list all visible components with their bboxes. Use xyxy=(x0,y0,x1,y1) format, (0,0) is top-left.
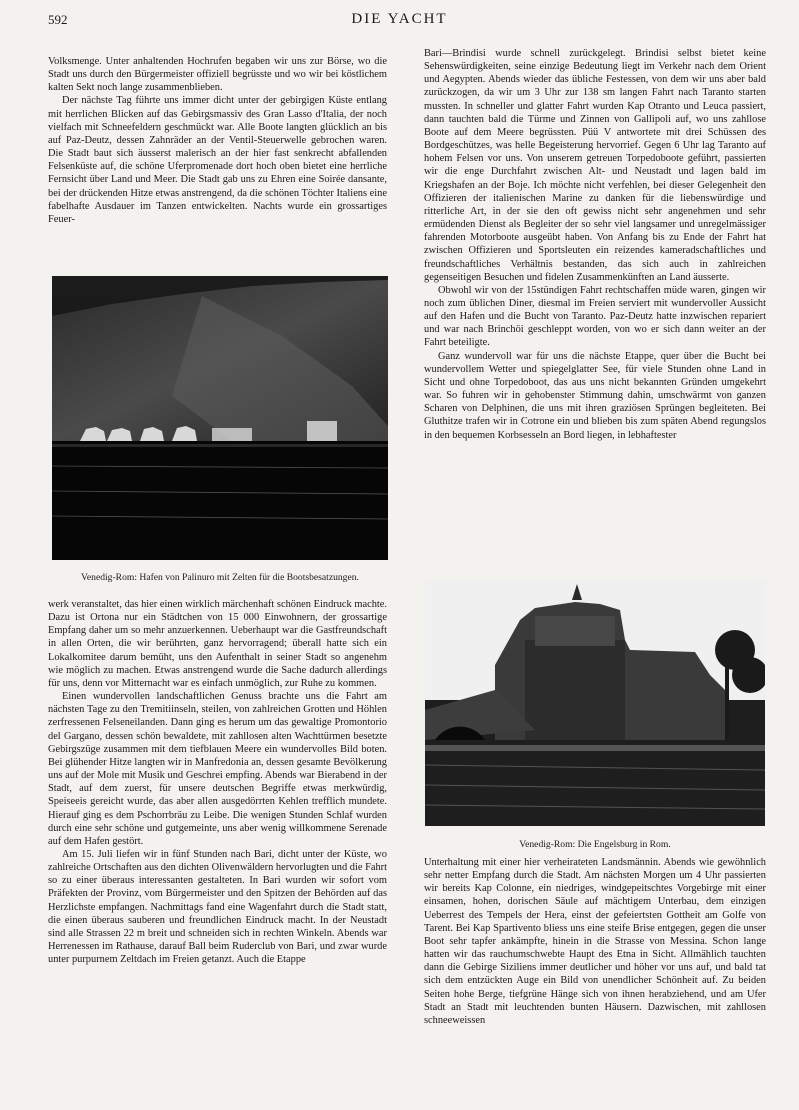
left-column-top xyxy=(48,55,387,265)
paragraph: Ganz wundervoll war für uns die nächste Etappe, quer über die Bucht bei wundervollem Wetter und spiegelglatter See, für viele Stunden ohne Land in Sicht und ohne Torpedoboot, das aus uns nicht bekannten Gründen umgekehrt war. So fuhren wir in gehobenster Stimmung dahin, umschwärmt von ganzen Scharen von Delphinen, die uns mit ihren graziösen Sprüngen begleiteten. Bei Gluthitze trafen wir in Cotrone ein und blieben bis zum späten Abend regungslos in den bequemen Korbsesseln an Bord liegen, in lebhaftester xyxy=(424,350,766,441)
figure-caption: Venedig-Rom: Hafen von Palinuro mit Zelten für die Bootsbesatzungen. xyxy=(81,572,359,583)
paragraph: Einen wundervollen landschaftlichen Genuss brachte uns die Fahrt am nächsten Tage zu den Tremitiinseln, steilen, von zahlreichen Grotten und Höhlen zerfressenen Felseneilanden. Dann ging es herum um das gewaltige Promontorio del Gargano, dessen schön bewaldete, mit zahllosen alten Wachttürmen besetzte Gebirgszüge zusammen mit dem tiefblauen Meere ein wundervolles Bild boten. Bei glühender Hitze langten wir in Manfredonia an, dessen gesamte Bevölkerung uns auf der Mole mit Musik und Geschrei empfing. Abends war Bierabend in der Stadt, auf dem zuerst, für unsere deutschen Begriffe etwas merkwürdig, Speiseeis gereicht wurde, das aber allen ausgedörrten Kehlen trefflich mundete. Hierauf ging es dem Pschorrbräu zu Leibe. Die wenigen Stunden Schlaf wurden durch eine sehr schöne und gutgemeinte, uns aber wenig willkommene Serenade auf dem Hafen gestört. xyxy=(48,691,387,847)
paragraph: Unterhaltung mit einer hier verheirateten Landsmännin. Abends wie gewöhnlich sehr netter Empfang durch die Stadt. Am nächsten Morgen um 4 Uhr passierten wir bereits Kap Colonne, ein niedriges, windgepeitschtes Vorgebirge mit einer einsamen, hohen, dorischen Säule auf mächtigem Unterbau, dem einzigen Ueberrest des Tempels der Hera, einst der gefeiertsten Gottheit am Golfe von Tarent. Bei Kap Spartivento bliess uns eine steife Brise entgegen, gegen die unser Boot sehr tapfer ankämpfte, hinein in die Strasse von Messina. Schon lange hatten wir das rauchumschwebte Haupt des Etna in Sicht. Allmählich tauchten dann die Gebirge Siziliens immer deutlicher und höher vor uns auf, und bald tat sich dem entzückten Auge ein Bild von unendlicher Schönheit auf. Zu beiden Seiten hohe Berge, tiefgrüne Hänge sich von ihnen herabziehend, und am Ufer Stadt an Stadt mit leuchtenden bunten Häusern. Dazwischen, mit zahllosen schneeweissen xyxy=(424,857,766,1026)
engelsburg-image xyxy=(425,580,765,826)
paragraph: Der nächste Tag führte uns immer dicht unter der gebirgigen Küste entlang mit herrlichen Blicken auf das Gebirgsmassiv des Gran Lasso d'Italia, der noch vielfach mit Schneefeldern geschmückt war. Alle Boote langten glücklich an bis auf Paz-Deutz, dessen Zahnräder an der Ventil-Steuerwelle gebrochen waren. Die Stadt baut sich äusserst malerisch an der hier fast senkrecht abfallenden Felsenküste auf, die schöne Uferpromenade dort hoch oben bietet eine herrliche Fernsicht über Land und Meer. Die Stadt gab uns zu Ehren eine Soirée dansante, bei der drückenden Hitze etwas anstrengend, da die schönen Töchter Italiens eine fabelhafte Ausdauer im Tanzen entwickelten. Nachts wurde ein grossartiges Feuer- xyxy=(48,95,387,225)
paragraph: werk veranstaltet, das hier einen wirklich märchenhaft schönen Eindruck machte. Dazu ist Ortona nur ein Städtchen von 15 000 Einwohnern, der grossartige Empfang daher um so mehr anzuerkennen. Ueberhaupt war die Gastfreundschaft in allen Orten, die wir berührten, ganz hervorragend; überall hatte sich ein Lokalkomitee darum bemüht, uns den Aufenthalt in seiner Stadt so angenehm wie möglich zu machen. Etwas anstrengend wurde die Sache dadurch allerdings für uns, denn vor Mitternacht war es einfach unmöglich, zur Ruhe zu kommen. xyxy=(48,599,387,689)
paragraph: Bari—Brindisi wurde schnell zurückgelegt. Brindisi selbst bietet keine Sehenswürdigkeiten, seine einzige Bedeutung liegt im Verkehr nach dem Orient und Aegypten. Abends wieder das übliche Festessen, von dem wir uns aber bald zurückzogen, da wir um 3 Uhr zur 138 sm langen Fahrt nach Taranto starten mussten. In schneller und glatter Fahrt wurden Kap Otranto und Leuca passiert, dann tauchten bald die Türme und Zinnen von Gallipoli auf, wo uns zahllose Boote auf dem Meere begrüssten. Püü V antwortete mit drei Schüssen des Bordgeschützes, was helle Begeisterung hervorrief. Gegen 6 Uhr lag Taranto auf hohem Felsen vor uns. Von unserem getreuen Torpedoboote geführt, passierten wir die enge Durchfahrt zwischen Alt- und Neustadt und lagen bald im Kriegshafen an der Boje. Ich möchte nicht verfehlen, bei dieser Gelegenheit den Offizieren der italienischen Marine zu danken für die liebenswürdige und ritterliche Art, in der sie den oft gewiss nicht sehr angenehmen und sehr ermüdenden Dienst als Begleiter der so sehr viel langsamer und unregelmässiger fahrenden Motorboote ausgeübt haben. Von Anfang bis zu Ende der Fahrt hat zwischen Offizieren und Sportsleuten ein reizendes kameradschaftliches und freundschaftliches Verhältnis bestanden, das sich auch in zahlreichen gegenseitigen Besuchen und fidelen Zusammenkünften an Land äusserte. xyxy=(424,48,766,283)
figure-caption: Venedig-Rom: Die Engelsburg in Rom. xyxy=(519,839,671,850)
right-column-bottom xyxy=(424,856,766,1088)
left-column-bottom xyxy=(48,598,387,1088)
paragraph: Obwohl wir von der 15stündigen Fahrt rechtschaffen müde waren, gingen wir noch zum üblichen Diner, diesmal im Freien serviert mit wundervoller Aussicht auf den Hafen und die Bucht von Taranto. Paz-Deutz hatte inzwischen repariert und war nach Brinchöi geschleppt worden, von wo er sich dann weiter an der Fahrt beteiligte. xyxy=(424,284,766,349)
running-title: DIE YACHT xyxy=(351,11,448,27)
paragraph: Volksmenge. Unter anhaltenden Hochrufen begaben wir uns zur Börse, wo die Stadt uns durch den Bürgermeister offiziell begrüsste und wo wir bei köstlichem kalten Sekt noch lange zusammenblieben. xyxy=(48,56,387,94)
page-number: 592 xyxy=(48,12,68,27)
palinuro-harbor-image xyxy=(52,276,388,560)
photo-palinuro xyxy=(52,276,388,560)
photo-engelsburg xyxy=(425,580,765,826)
paragraph: Am 15. Juli liefen wir in fünf Stunden nach Bari, dicht unter der Küste, wo zahlreiche Ortschaften aus den dichten Olivenwäldern hervorlugten und die Fahrt so zu einer überaus interessanten gestalteten. In Bari wurden wir sofort vom Präfekten der Provinz, vom Bürgermeister und den Spitzen der Behörden auf das Herzlichste empfangen. Nachmittags fand eine Wagenfahrt durch die Stadt statt, die einen überaus sauberen und freundlichen Eindruck macht. In der Neustadt sind alle Strassen 22 m breit und schneiden sich in rechten Winkeln. Abends war Herrenessen im Rathause, darauf Ball beim Ruderclub von Bari, und zwar wurde unter purpurnem Zeltdach im Freien getanzt. Auch die Etappe xyxy=(48,848,387,966)
right-column-top xyxy=(424,47,766,547)
